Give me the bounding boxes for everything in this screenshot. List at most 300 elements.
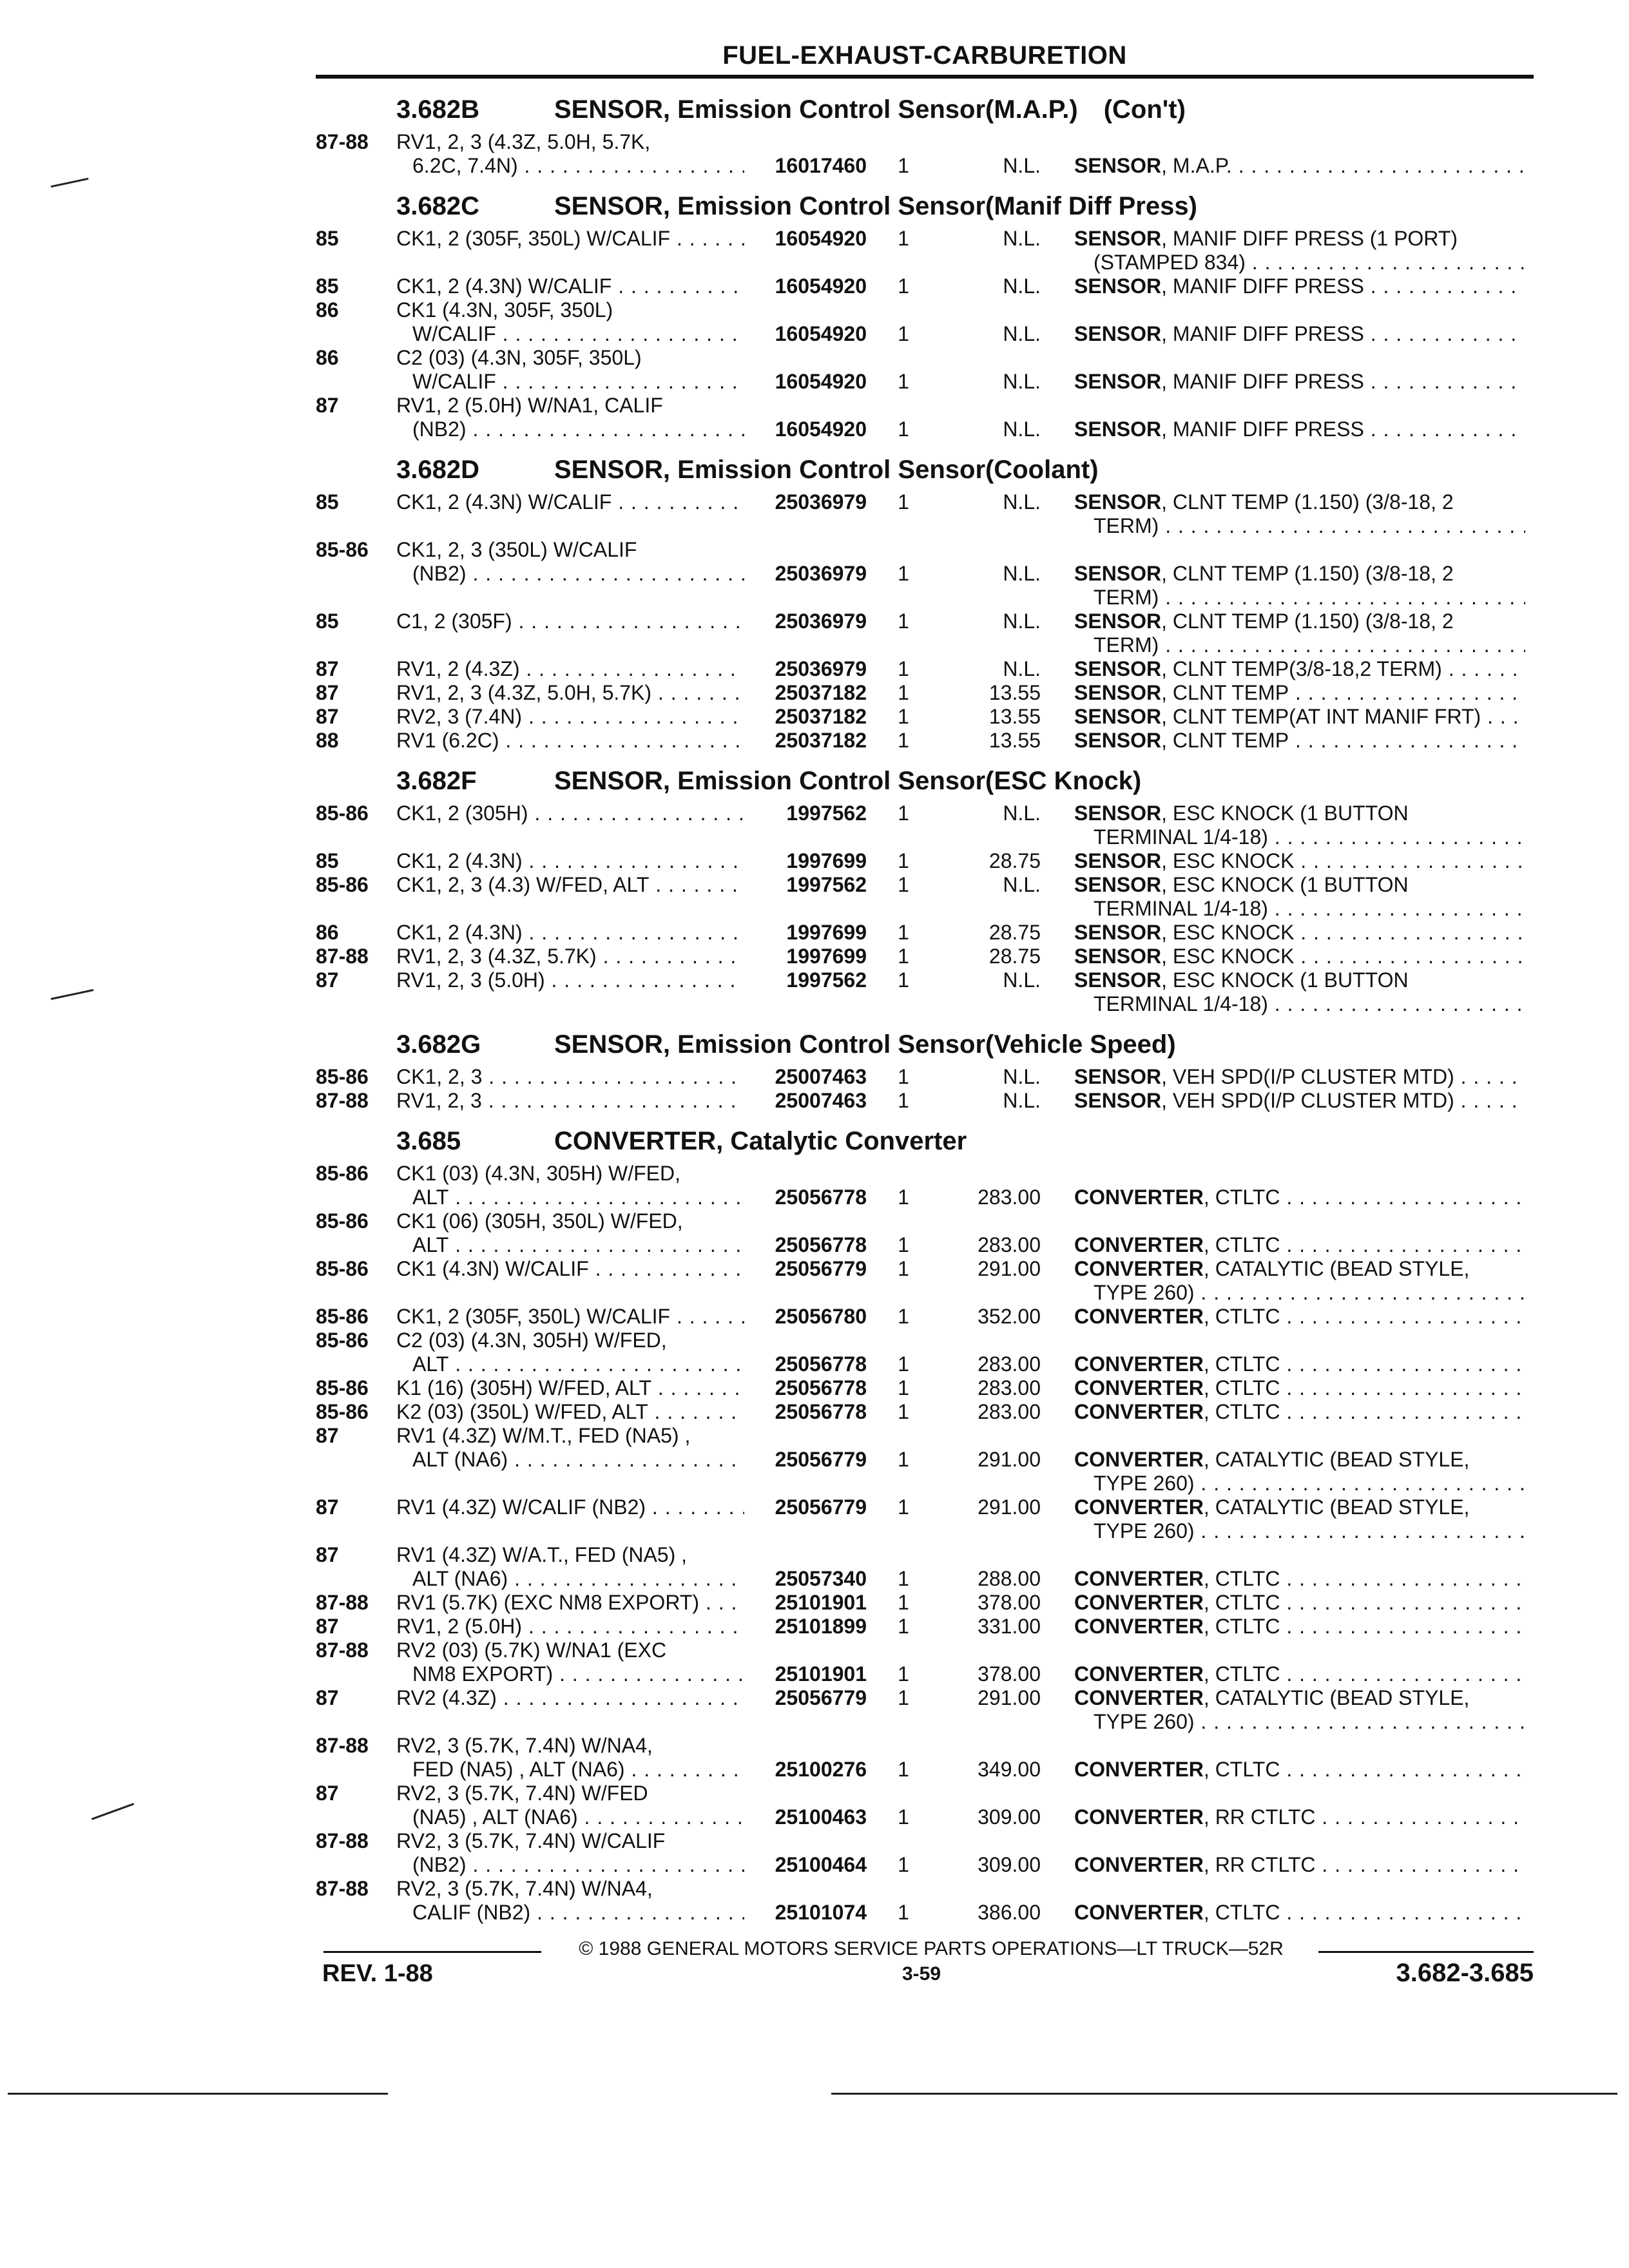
part-name-line: [1074, 418, 1525, 441]
part-number: 25101901: [775, 1662, 867, 1686]
part-name-continuation: TYPE 260) . . .: [1074, 1281, 1525, 1305]
quantity: 1: [898, 1186, 909, 1209]
part-name-line: [1074, 322, 1525, 346]
part-name: [1074, 1591, 1525, 1615]
part-name: [1074, 729, 1525, 753]
part-name-line: [1074, 729, 1525, 753]
part-name-noun: SENSOR: [1074, 1089, 1162, 1112]
part-name: [1074, 1901, 1525, 1925]
application-description: [396, 729, 744, 753]
application-description: [396, 657, 744, 681]
model-year: 85: [316, 610, 339, 633]
part-number: 16017460: [775, 154, 867, 177]
part-number: 16054920: [775, 370, 867, 393]
description-line: CK1 (03) (4.3N, 305H) W/FED,: [396, 1162, 680, 1185]
part-name-detail: , CATALYTIC (BEAD STYLE,: [1203, 1257, 1470, 1280]
page-number: 3-59: [902, 1963, 941, 1984]
revision-label: REV. 1-88: [322, 1960, 433, 1987]
part-name-continuation: TERMINAL 1/4-18) . . .: [1074, 897, 1525, 921]
application-description: [396, 1400, 744, 1424]
section-heading: [316, 1024, 1534, 1065]
price: 283.00: [978, 1400, 1041, 1423]
quantity: 1: [898, 802, 909, 825]
model-year: 87: [316, 657, 339, 680]
part-name: [1074, 873, 1525, 921]
model-year: 87-88: [316, 1734, 369, 1757]
application-description: [396, 538, 744, 586]
part-name: [1074, 1686, 1525, 1734]
part-number: 25007463: [775, 1065, 867, 1088]
part-name-detail: , CLNT TEMP: [1161, 729, 1289, 752]
part-name-noun: CONVERTER: [1074, 1591, 1204, 1614]
price: N.L.: [1003, 274, 1041, 298]
price: N.L.: [1003, 802, 1041, 825]
description-line: W/CALIF . . .: [396, 370, 744, 394]
price: 386.00: [978, 1901, 1041, 1924]
quantity: 1: [898, 849, 909, 872]
model-year: 87: [316, 394, 339, 417]
part-name-detail: , CTLTC: [1203, 1305, 1280, 1328]
section-range: 3.682-3.685: [1396, 1959, 1534, 1987]
part-number: 25037182: [775, 729, 867, 752]
quantity: 1: [898, 322, 909, 345]
description-line: ALT (NA6) . . .: [396, 1567, 744, 1591]
table-row: [316, 1209, 1534, 1257]
part-name-noun: SENSOR: [1074, 705, 1162, 728]
application-description: [396, 1376, 744, 1400]
price: N.L.: [1003, 154, 1041, 177]
part-name: [1074, 1186, 1525, 1209]
application-description: [396, 1782, 744, 1829]
part-name-line: [1074, 562, 1525, 586]
part-name-noun: SENSOR: [1074, 370, 1162, 393]
part-number: 25056778: [775, 1233, 867, 1256]
model-year: 85-86: [316, 538, 369, 561]
part-name-continuation: TYPE 260) . . .: [1074, 1710, 1525, 1734]
application-description: [396, 802, 744, 825]
table-row: [316, 705, 1534, 729]
price: N.L.: [1003, 610, 1041, 633]
part-number: 25056779: [775, 1448, 867, 1471]
part-number: 16054920: [775, 227, 867, 250]
part-name-detail: , MANIF DIFF PRESS (1 PORT): [1161, 227, 1458, 250]
model-year: 87: [316, 705, 339, 728]
model-year: 85: [316, 849, 339, 872]
price: N.L.: [1003, 490, 1041, 514]
part-name-detail: , RR CTLTC: [1203, 1853, 1316, 1876]
part-name: [1074, 921, 1525, 945]
description-line: W/CALIF . . .: [396, 322, 744, 346]
section-number: 3.682G: [396, 1030, 481, 1059]
application-description: [396, 705, 744, 729]
part-name-noun: SENSOR: [1074, 418, 1162, 441]
table-row: [316, 1376, 1534, 1400]
part-name: [1074, 1495, 1525, 1543]
application-description: [396, 873, 744, 897]
quantity: 1: [898, 1686, 909, 1709]
description-line: RV1 (5.7K) (EXC NM8 EXPORT) . . .: [396, 1591, 744, 1615]
part-number: 1997562: [786, 873, 867, 896]
application-description: [396, 1065, 744, 1089]
part-name-line: [1074, 227, 1525, 251]
price: N.L.: [1003, 873, 1041, 896]
parts-listing: [316, 89, 1534, 1932]
part-name-detail: , CTLTC: [1203, 1615, 1280, 1638]
quantity: 1: [898, 1853, 909, 1876]
table-row: [316, 1686, 1534, 1734]
bottom-rule-left: [8, 2093, 388, 2095]
price: 13.55: [988, 705, 1041, 728]
application-description: [396, 298, 744, 346]
table-row: [316, 274, 1534, 298]
model-year: 87: [316, 968, 339, 992]
part-name-detail: , CTLTC: [1203, 1352, 1280, 1376]
model-year: 85-86: [316, 1065, 369, 1088]
description-line: ALT . . .: [396, 1186, 744, 1209]
part-number: 1997699: [786, 849, 867, 872]
table-row: [316, 1639, 1534, 1686]
description-line: K1 (16) (305H) W/FED, ALT . . .: [396, 1376, 744, 1400]
section-spacer: [316, 441, 1534, 449]
part-name-line: [1074, 1233, 1525, 1257]
description-line: RV1 (4.3Z) W/M.T., FED (NA5) ,: [396, 1424, 691, 1447]
application-description: [396, 681, 744, 705]
table-row: [316, 729, 1534, 753]
table-row: [316, 1329, 1534, 1376]
table-row: [316, 681, 1534, 705]
part-name-noun: CONVERTER: [1074, 1305, 1204, 1328]
table-row: [316, 1065, 1534, 1089]
part-name-line: [1074, 1805, 1525, 1829]
part-name: [1074, 154, 1525, 178]
part-name-line: [1074, 490, 1525, 514]
part-name-continuation: TERM) . . .: [1074, 633, 1525, 657]
description-line: CK1 (06) (305H, 350L) W/FED,: [396, 1209, 683, 1233]
price: 378.00: [978, 1591, 1041, 1614]
bottom-rule-right: [831, 2093, 1617, 2095]
application-description: [396, 945, 744, 968]
price: N.L.: [1003, 968, 1041, 992]
section-number: 3.682D: [396, 456, 479, 484]
section-title: SENSOR, Emission Control Sensor(Coolant): [554, 456, 1099, 484]
model-year: 85: [316, 274, 339, 298]
quantity: 1: [898, 1567, 909, 1590]
application-description: [396, 1257, 744, 1281]
part-name-line: [1074, 370, 1525, 394]
part-name-noun: CONVERTER: [1074, 1758, 1204, 1781]
model-year: 85-86: [316, 1400, 369, 1423]
description-line: RV2, 3 (5.7K, 7.4N) W/CALIF: [396, 1829, 666, 1852]
quantity: 1: [898, 1662, 909, 1686]
section-spacer: [316, 1925, 1534, 1932]
application-description: [396, 1639, 744, 1686]
part-name-line: [1074, 1065, 1525, 1089]
description-line: (NA5) , ALT (NA6) . . .: [396, 1805, 744, 1829]
part-name-detail: , CTLTC: [1203, 1591, 1280, 1614]
part-name-continuation: TERMINAL 1/4-18) . . .: [1074, 825, 1525, 849]
application-description: [396, 346, 744, 394]
description-line: K2 (03) (350L) W/FED, ALT . . .: [396, 1400, 744, 1424]
part-name-noun: CONVERTER: [1074, 1615, 1204, 1638]
margin-mark: [50, 178, 88, 187]
footer-rule-left: [323, 1951, 541, 1953]
table-row: [316, 298, 1534, 346]
part-name-detail: , MANIF DIFF PRESS: [1161, 274, 1364, 298]
description-line: C2 (03) (4.3N, 305H) W/FED,: [396, 1329, 667, 1352]
part-name: [1074, 945, 1525, 968]
part-name-detail: , ESC KNOCK: [1161, 921, 1295, 944]
application-description: [396, 490, 744, 514]
price: 28.75: [988, 849, 1041, 872]
part-name-line: [1074, 681, 1525, 705]
description-line: CK1, 2 (305F, 350L) W/CALIF . . .: [396, 227, 744, 251]
margin-mark: [50, 989, 93, 1000]
part-name: [1074, 418, 1525, 441]
part-name-detail: , CLNT TEMP (1.150) (3/8-18, 2: [1161, 490, 1454, 514]
price: 331.00: [978, 1615, 1041, 1638]
quantity: 1: [898, 1233, 909, 1256]
table-row: [316, 1495, 1534, 1543]
model-year: 88: [316, 729, 339, 752]
model-year: 86: [316, 298, 339, 322]
quantity: 1: [898, 274, 909, 298]
part-name-line: [1074, 1495, 1525, 1519]
part-name-noun: CONVERTER: [1074, 1352, 1204, 1376]
part-name-continuation: TERMINAL 1/4-18) . . .: [1074, 992, 1525, 1016]
model-year: 86: [316, 921, 339, 944]
part-name: [1074, 1089, 1525, 1113]
table-row: [316, 130, 1534, 178]
section-title: CONVERTER, Catalytic Converter: [554, 1127, 967, 1155]
model-year: 85-86: [316, 1162, 369, 1185]
description-line: RV1, 2, 3 (5.0H) . . .: [396, 968, 744, 992]
table-row: [316, 873, 1534, 921]
part-number: 25056778: [775, 1186, 867, 1209]
part-number: 25056779: [775, 1257, 867, 1280]
price: 309.00: [978, 1853, 1041, 1876]
part-name: [1074, 322, 1525, 346]
part-name: [1074, 705, 1525, 729]
application-description: [396, 394, 744, 441]
table-row: [316, 1162, 1534, 1209]
part-name-detail: , CLNT TEMP(AT INT MANIF FRT): [1161, 705, 1481, 728]
model-year: 85: [316, 490, 339, 514]
part-name-noun: CONVERTER: [1074, 1448, 1204, 1471]
part-name-detail: , MANIF DIFF PRESS: [1161, 370, 1364, 393]
table-row: [316, 657, 1534, 681]
price: N.L.: [1003, 227, 1041, 250]
part-name: [1074, 849, 1525, 873]
quantity: 1: [898, 1400, 909, 1423]
description-line: CK1, 2 (4.3N) . . .: [396, 921, 744, 945]
part-name-detail: , CTLTC: [1203, 1186, 1280, 1209]
model-year: 85-86: [316, 1209, 369, 1233]
part-name-line: [1074, 1686, 1525, 1710]
table-row: [316, 490, 1534, 538]
part-number: 25057340: [775, 1567, 867, 1590]
part-name-line: [1074, 274, 1525, 298]
model-year: 87: [316, 1424, 339, 1447]
part-name-noun: SENSOR: [1074, 610, 1162, 633]
quantity: 1: [898, 1591, 909, 1614]
part-name: [1074, 1805, 1525, 1829]
part-name-detail: , VEH SPD(I/P CLUSTER MTD): [1161, 1065, 1454, 1088]
price: 13.55: [988, 681, 1041, 704]
table-row: [316, 538, 1534, 610]
part-name-continuation: TERM) . . .: [1074, 514, 1525, 538]
section-spacer: [316, 753, 1534, 760]
quantity: 1: [898, 490, 909, 514]
description-line: CK1, 2, 3 (350L) W/CALIF: [396, 538, 637, 561]
part-number: 1997699: [786, 945, 867, 968]
quantity: 1: [898, 729, 909, 752]
section-continued: (Con't): [1103, 95, 1186, 124]
section-number: 3.682C: [396, 192, 479, 220]
quantity: 1: [898, 1376, 909, 1399]
price: 291.00: [978, 1686, 1041, 1709]
quantity: 1: [898, 921, 909, 944]
price: N.L.: [1003, 1089, 1041, 1112]
part-name-noun: SENSOR: [1074, 1065, 1162, 1088]
application-description: [396, 1877, 744, 1925]
part-number: 25100276: [775, 1758, 867, 1781]
section-heading: [316, 89, 1534, 130]
quantity: 1: [898, 1758, 909, 1781]
price: N.L.: [1003, 418, 1041, 441]
description-line: CK1, 2 (4.3N) W/CALIF . . .: [396, 490, 744, 514]
description-line: RV1, 2 (5.0H) . . .: [396, 1615, 744, 1639]
description-line: ALT . . .: [396, 1233, 744, 1257]
price: N.L.: [1003, 322, 1041, 345]
part-name-detail: , CLNT TEMP (1.150) (3/8-18, 2: [1161, 562, 1454, 585]
part-number: 25056780: [775, 1305, 867, 1328]
part-name: [1074, 1376, 1525, 1400]
part-name-line: [1074, 802, 1525, 825]
section-heading: [316, 186, 1534, 227]
part-name-noun: CONVERTER: [1074, 1805, 1204, 1829]
part-name-detail: , M.A.P.: [1161, 154, 1232, 177]
description-line: CK1, 2 (305F, 350L) W/CALIF . . .: [396, 1305, 744, 1329]
part-name-detail: , VEH SPD(I/P CLUSTER MTD): [1161, 1089, 1454, 1112]
part-name-noun: SENSOR: [1074, 227, 1162, 250]
model-year: 85-86: [316, 873, 369, 896]
part-name-line: [1074, 1901, 1525, 1925]
part-name-noun: SENSOR: [1074, 802, 1162, 825]
part-name: [1074, 681, 1525, 705]
description-line: RV1, 2 (4.3Z) . . .: [396, 657, 744, 681]
quantity: 1: [898, 705, 909, 728]
application-description: [396, 1495, 744, 1519]
part-name-line: [1074, 921, 1525, 945]
part-name-detail: , ESC KNOCK: [1161, 849, 1295, 872]
part-name: [1074, 1448, 1525, 1495]
quantity: 1: [898, 1089, 909, 1112]
table-row: [316, 1305, 1534, 1329]
part-name: [1074, 1065, 1525, 1089]
part-name: [1074, 1257, 1525, 1305]
description-line: (NB2) . . .: [396, 562, 744, 586]
price: N.L.: [1003, 370, 1041, 393]
part-name-noun: CONVERTER: [1074, 1376, 1204, 1399]
part-name-noun: SENSOR: [1074, 945, 1162, 968]
description-line: C1, 2 (305F) . . .: [396, 610, 744, 633]
description-line: NM8 EXPORT) . . .: [396, 1662, 744, 1686]
model-year: 87-88: [316, 130, 369, 153]
price: N.L.: [1003, 657, 1041, 680]
description-line: RV1, 2, 3 . . .: [396, 1089, 744, 1113]
part-name-detail: , CLNT TEMP: [1161, 681, 1289, 704]
part-name-line: [1074, 873, 1525, 897]
quantity: 1: [898, 418, 909, 441]
part-name-noun: CONVERTER: [1074, 1400, 1204, 1423]
part-name-line: [1074, 1257, 1525, 1281]
part-name: [1074, 274, 1525, 298]
part-number: 16054920: [775, 418, 867, 441]
part-name: [1074, 657, 1525, 681]
section-spacer: [316, 1016, 1534, 1024]
part-name-noun: CONVERTER: [1074, 1233, 1204, 1256]
part-name-detail: , RR CTLTC: [1203, 1805, 1316, 1829]
description-line: ALT (NA6) . . .: [396, 1448, 744, 1472]
part-name-line: [1074, 610, 1525, 633]
description-line: (NB2) . . .: [396, 1853, 744, 1877]
application-description: [396, 227, 744, 251]
quantity: 1: [898, 1305, 909, 1328]
application-description: [396, 1615, 744, 1639]
part-number: 25101899: [775, 1615, 867, 1638]
part-name-detail: , ESC KNOCK (1 BUTTON: [1161, 873, 1409, 896]
part-name-noun: SENSOR: [1074, 921, 1162, 944]
description-line: CK1, 2, 3 . . .: [396, 1065, 744, 1089]
table-row: [316, 394, 1534, 441]
description-line: RV2, 3 (5.7K, 7.4N) W/FED: [396, 1782, 648, 1805]
part-name-detail: , CTLTC: [1203, 1758, 1280, 1781]
part-number: 25007463: [775, 1089, 867, 1112]
quantity: 1: [898, 154, 909, 177]
part-name-noun: SENSOR: [1074, 873, 1162, 896]
model-year: 85-86: [316, 1305, 369, 1328]
description-line: RV2, 3 (5.7K, 7.4N) W/NA4,: [396, 1877, 653, 1900]
section-number: 3.685: [396, 1127, 461, 1155]
part-name: [1074, 1615, 1525, 1639]
model-year: 85-86: [316, 1257, 369, 1280]
model-year: 87-88: [316, 1591, 369, 1614]
price: 283.00: [978, 1186, 1041, 1209]
section-title: SENSOR, Emission Control Sensor(ESC Knock): [554, 767, 1142, 795]
description-line: CK1 (4.3N) W/CALIF . . .: [396, 1257, 744, 1281]
section-title: SENSOR, Emission Control Sensor(Vehicle Speed): [554, 1030, 1176, 1059]
price: 288.00: [978, 1567, 1041, 1590]
section-title: SENSOR, Emission Control Sensor(Manif Diff Press): [554, 192, 1197, 220]
table-row: [316, 849, 1534, 873]
description-line: RV1, 2, 3 (4.3Z, 5.0H, 5.7K,: [396, 130, 651, 153]
application-description: [396, 849, 744, 873]
section-spacer: [316, 178, 1534, 186]
table-row: [316, 1829, 1534, 1877]
description-line: RV1 (4.3Z) W/CALIF (NB2) . . .: [396, 1495, 744, 1519]
part-name-detail: , ESC KNOCK (1 BUTTON: [1161, 968, 1409, 992]
part-name: [1074, 1233, 1525, 1257]
quantity: 1: [898, 610, 909, 633]
description-line: CALIF (NB2) . . .: [396, 1901, 744, 1925]
part-name-detail: , ESC KNOCK: [1161, 945, 1295, 968]
part-number: 1997562: [786, 802, 867, 825]
part-number: 25100463: [775, 1805, 867, 1829]
quantity: 1: [898, 1805, 909, 1829]
part-name-line: [1074, 1758, 1525, 1782]
part-name-continuation: TYPE 260) . . .: [1074, 1472, 1525, 1495]
quantity: 1: [898, 1615, 909, 1638]
